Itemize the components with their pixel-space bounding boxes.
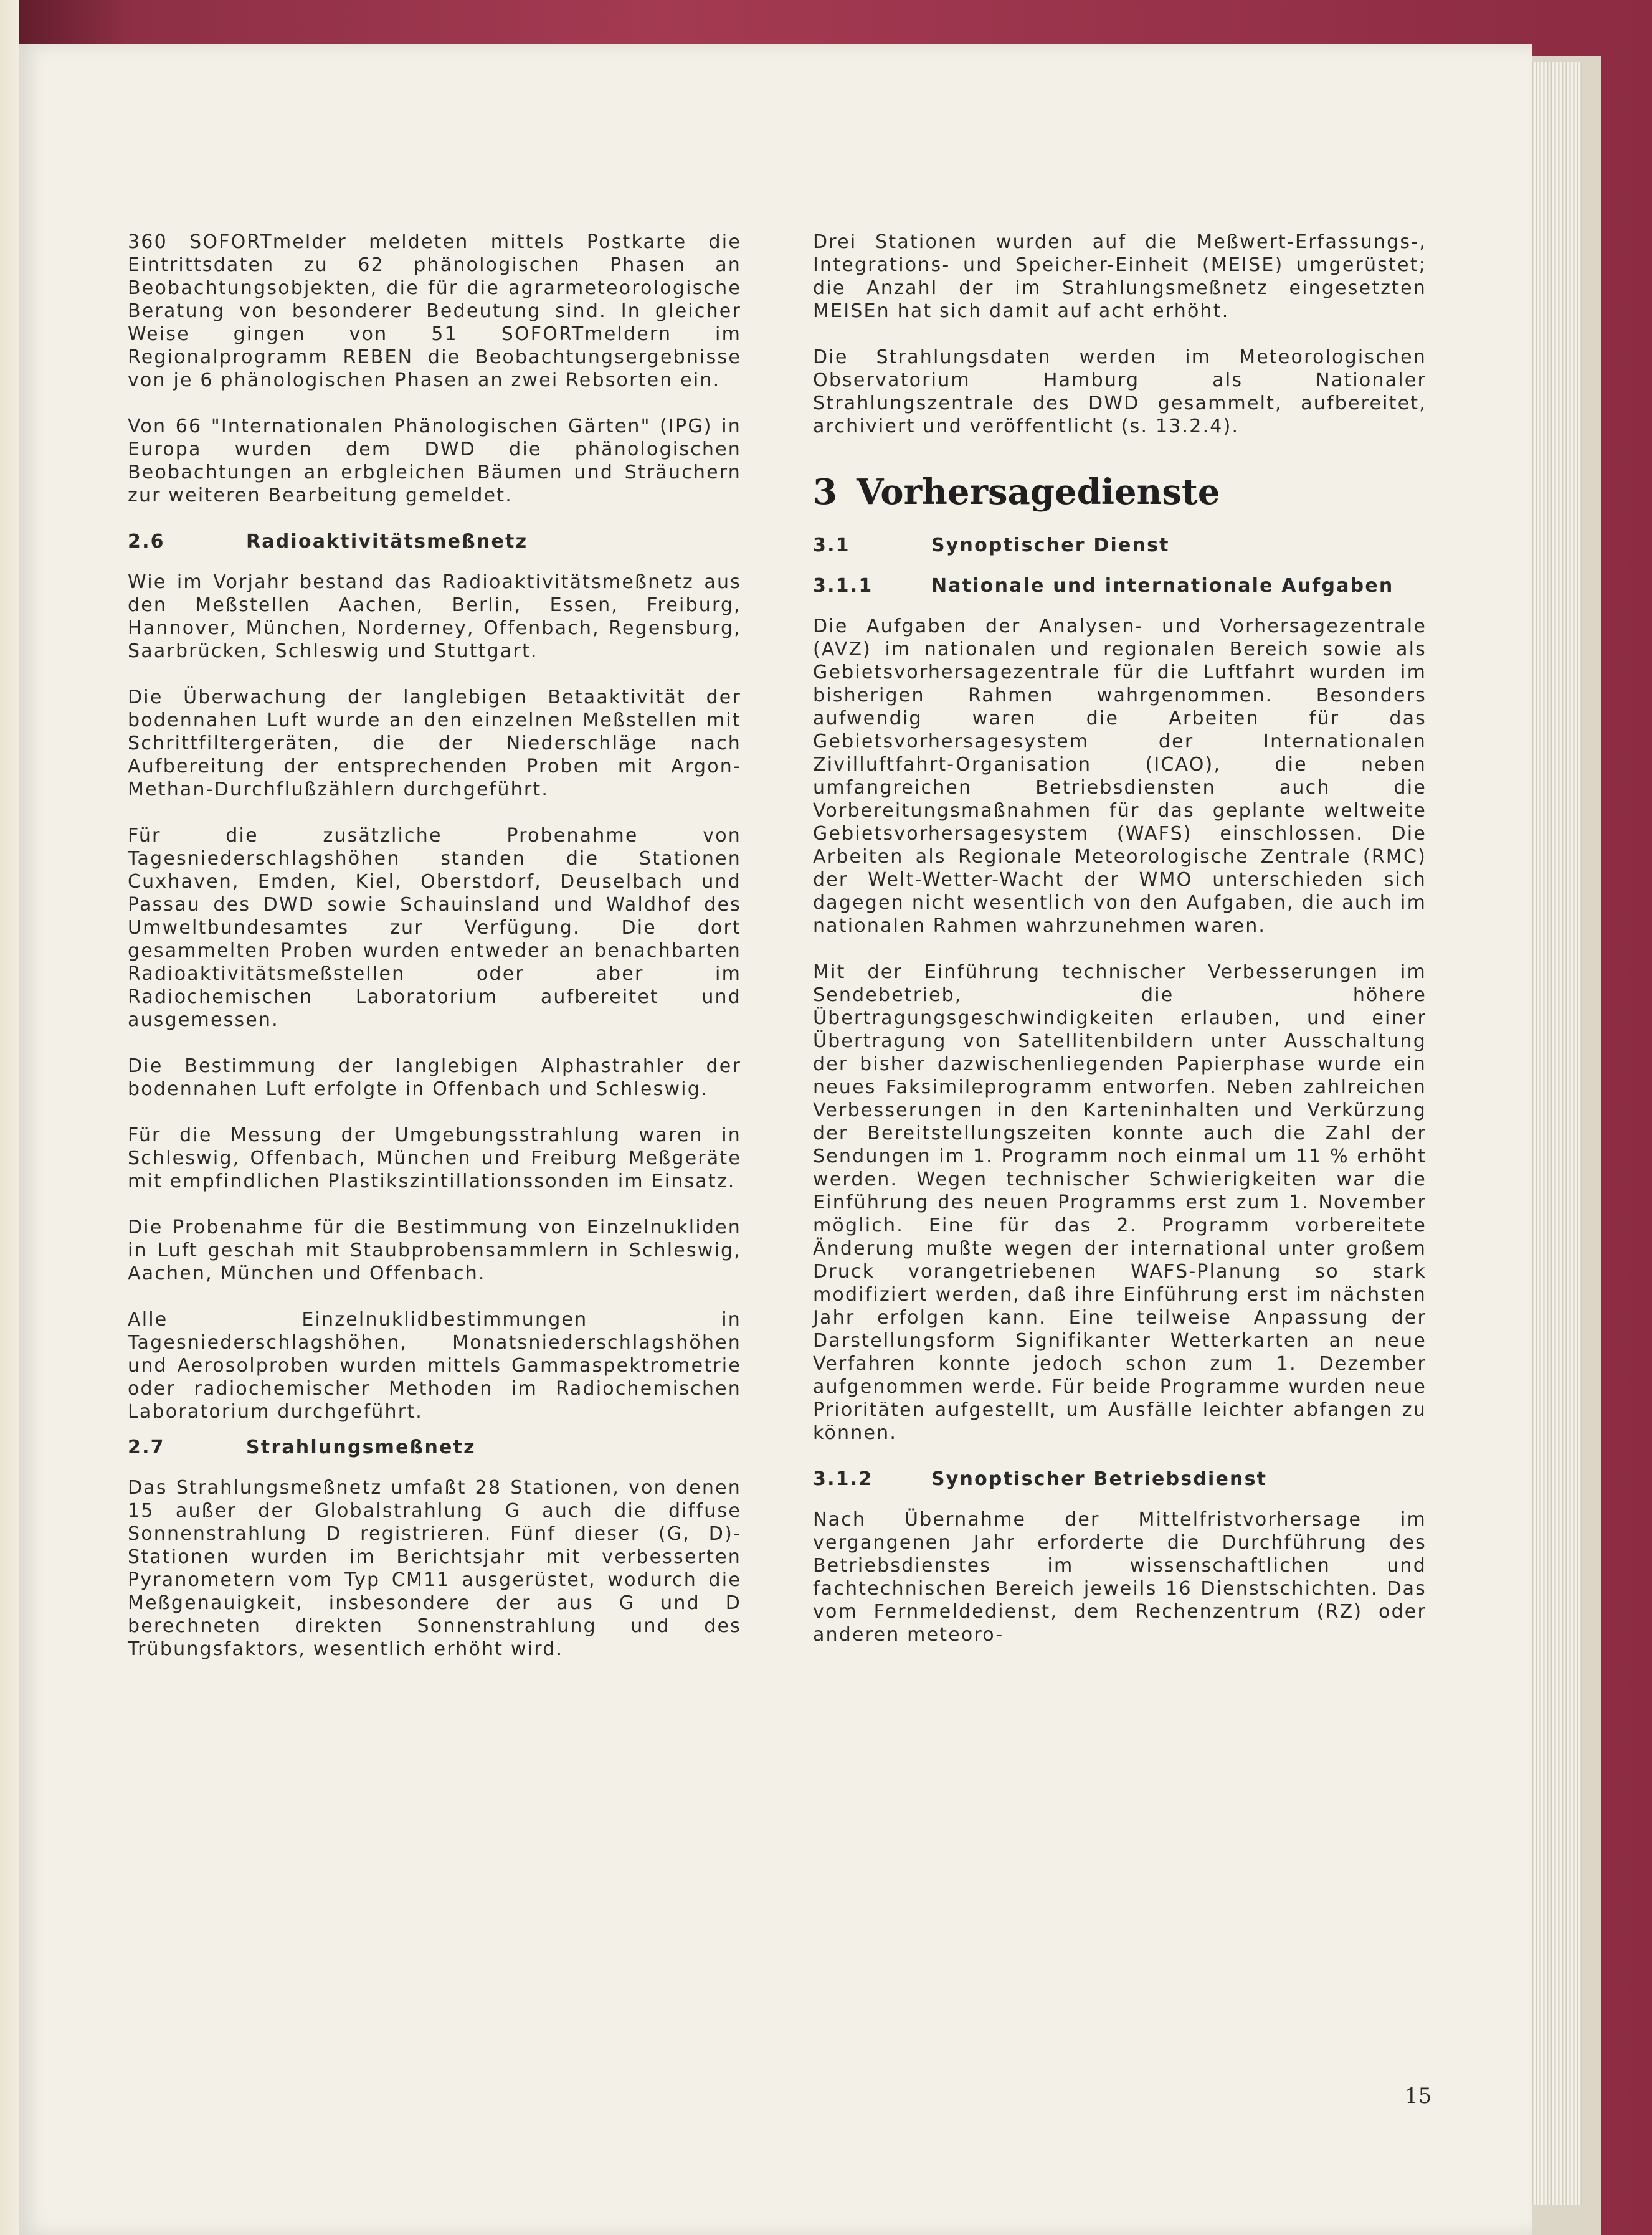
section-number: 3.1.2 [813, 1468, 873, 1490]
paragraph: Mit der Einführung technischer Verbesserungen im Sendebetrieb, die höhere Übertragungsgeschwindigkeiten erlauben, und einer Übertragung von Satellitenbildern unter Ausschaltung der bisher dazwischenliegenden Papierphase wurde ein neues Faksimileprogramm entworfen. Neben zahlreichen Verbesserungen in den Karteninhalten und Verkürzung der Bereitstellungszeiten konnte auch die Zahl der Sendungen im 1. Programm noch einmal um 11 % erhöht werden. Wegen technischer Schwierigkeiten war die Einführung des neuen Programms erst zum 1. November möglich. Eine für das 2. Programm vorbereitete Änderung mußte wegen der international unter großem Druck vorangetriebenen WAFS-Planung so stark modifiziert werden, daß ihre Einführung erst im nächsten Jahr erfolgen kann. Eine teilweise Anpassung der Darstellungsform Signifikanter Wetterkarten an neue Verfahren konnte jedoch schon zum 1. Dezember aufgenommen werde. Für beide Programme wurden neue Prioritäten aufgestellt, um Ausfälle leichter abfangen zu können. [813, 961, 1427, 1444]
paragraph: Wie im Vorjahr bestand das Radioaktivitätsmeßnetz aus den Meßstellen Aachen, Berlin, Essen, Freiburg, Hannover, München, Norderney, Offenbach, Regensburg, Saarbrücken, Schleswig und Stuttgart. [128, 571, 741, 662]
page-stack-edges [1526, 62, 1582, 2205]
section-heading-3-1 [813, 534, 1427, 557]
section-title: Strahlungsmeßnetz [246, 1436, 476, 1458]
right-column [813, 230, 1427, 1669]
section-number: 3.1.1 [813, 575, 873, 597]
document-page [19, 44, 1532, 2235]
paragraph: Für die Messung der Umgebungsstrahlung waren in Schleswig, Offenbach, München und Freiburg Meßgeräte mit empfindlichen Plastikszintillationssonden im Einsatz. [128, 1124, 741, 1192]
paragraph: Drei Stationen wurden auf die Meßwert-Erfassungs-, Integrations- und Speicher-Einheit (MEISE) umgerüstet; die Anzahl der im Strahlungsmeßnetz eingesetzten MEISEn hat sich damit auf acht erhöht. [813, 231, 1427, 322]
paragraph: Die Strahlungsdaten werden im Meteorologischen Observatorium Hamburg als Nationaler Strahlungszentrale des DWD gesammelt, aufbereitet, archiviert und veröffentlicht (s. 13.2.4). [813, 346, 1427, 437]
paragraph: Von 66 "Internationalen Phänologischen Gärten" (IPG) in Europa wurden dem DWD die phänologischen Beobachtungen an erbgleichen Bäumen und Sträuchern zur weiteren Bearbeitung gemeldet. [128, 415, 741, 506]
paragraph: Das Strahlungsmeßnetz umfaßt 28 Stationen, von denen 15 außer der Globalstrahlung G auch die diffuse Sonnenstrahlung D registrieren. Fünf dieser (G, D)-Stationen wurden im Berichtsjahr mit verbesserten Pyranometern vom Typ CM11 ausgerüstet, wodurch die Meßgenauigkeit, insbesondere der aus G und D berechneten direkten Sonnenstrahlung und des Trübungsfaktors, wesentlich erhöht wird. [128, 1477, 741, 1660]
left-column [128, 230, 741, 1684]
chapter-title: Vorhersagedienste [857, 472, 1220, 513]
section-title: Nationale und internationale Aufgaben [931, 575, 1394, 597]
paragraph: Die Überwachung der langlebigen Betaaktivität der bodennahen Luft wurde an den einzelnen Meßstellen mit Schrittfiltergeräten, die der Niederschläge nach Aufbereitung der entsprechenden Proben mit Argon-Methan-Durchflußzählern durchgeführt. [128, 686, 741, 800]
chapter-heading [813, 472, 1427, 513]
section-heading-3-1-1 [813, 574, 1427, 597]
page-number: 15 [1405, 2084, 1432, 2109]
paragraph: Alle Einzelnuklidbestimmungen in Tagesniederschlagshöhen, Monatsniederschlagshöhen und Aerosolproben wurden mittels Gammaspektrometrie oder radiochemischer Methoden im Radiochemischen Laboratorium durchgeführt. [128, 1309, 741, 1423]
section-heading-2-6 [128, 530, 741, 553]
section-title: Radioaktivitätsmeßnetz [246, 531, 528, 553]
paragraph: Die Aufgaben der Analysen- und Vorhersagezentrale (AVZ) im nationalen und regionalen Bereich sowie als Gebietsvorhersagezentrale für die Luftfahrt wurden im bisherigen Rahmen wahrgenommen. Besonders aufwendig waren die Arbeiten für das Gebietsvorhersagesystem der Internationalen Zivilluftfahrt-Organisation (ICAO), die neben umfangreichen Betriebsdiensten auch die Vorbereitungsmaßnahmen für das geplante weltweite Gebietsvorhersagesystem (WAFS) einschlossen. Die Arbeiten als Regionale Meteorologische Zentrale (RMC) der Welt-Wetter-Wacht der WMO unterschieden sich dagegen nicht wesentlich von den Aufgaben, die auch im nationalen Rahmen wahrzunehmen waren. [813, 615, 1427, 937]
paragraph: 360 SOFORTmelder meldeten mittels Postkarte die Eintrittsdaten zu 62 phänologischen Phasen an Beobachtungsobjekten, die für die agrarmeteorologische Beratung von besonderer Bedeutung sind. In gleicher Weise gingen von 51 SOFORTmeldern im Regionalprogramm REBEN die Beobachtungsergebnisse von je 6 phänologischen Phasen an zwei Rebsorten ein. [128, 231, 741, 391]
section-title: Synoptischer Betriebsdienst [931, 1468, 1268, 1490]
paragraph: Die Probenahme für die Bestimmung von Einzelnukliden in Luft geschah mit Staubprobensammlern in Schleswig, Aachen, München und Offenbach. [128, 1217, 741, 1284]
section-number: 2.7 [128, 1436, 165, 1458]
section-title: Synoptischer Dienst [931, 534, 1170, 556]
section-heading-2-7 [128, 1436, 741, 1459]
paragraph: Nach Übernahme der Mittelfristvorhersage im vergangenen Jahr erforderte die Durchführung des Betriebsdienstes im wissenschaftlichen und fachtechnischen Bereich jeweils 16 Dienstschichten. Das vom Fernmeldedienst, dem Rechenzentrum (RZ) oder anderen meteoro- [813, 1509, 1427, 1646]
facing-page-edge [0, 0, 19, 2235]
section-number: 3.1 [813, 534, 850, 556]
paragraph: Für die zusätzliche Probenahme von Tagesniederschlagshöhen standen die Stationen Cuxhaven, Emden, Kiel, Oberstdorf, Deuselbach und Passau des DWD sowie Schauinsland und Waldhof des Umweltbundesamtes zur Verfügung. Die dort gesammelten Proben wurden entweder an benachbarten Radioaktivitätsmeßstellen oder aber im Radiochemischen Laboratorium aufbereitet und ausgemessen. [128, 825, 741, 1031]
section-number: 2.6 [128, 531, 165, 553]
paragraph: Die Bestimmung der langlebigen Alphastrahler der bodennahen Luft erfolgte in Offenbach und Schleswig. [128, 1055, 741, 1100]
section-heading-3-1-2 [813, 1468, 1427, 1491]
chapter-number: 3 [813, 472, 837, 513]
